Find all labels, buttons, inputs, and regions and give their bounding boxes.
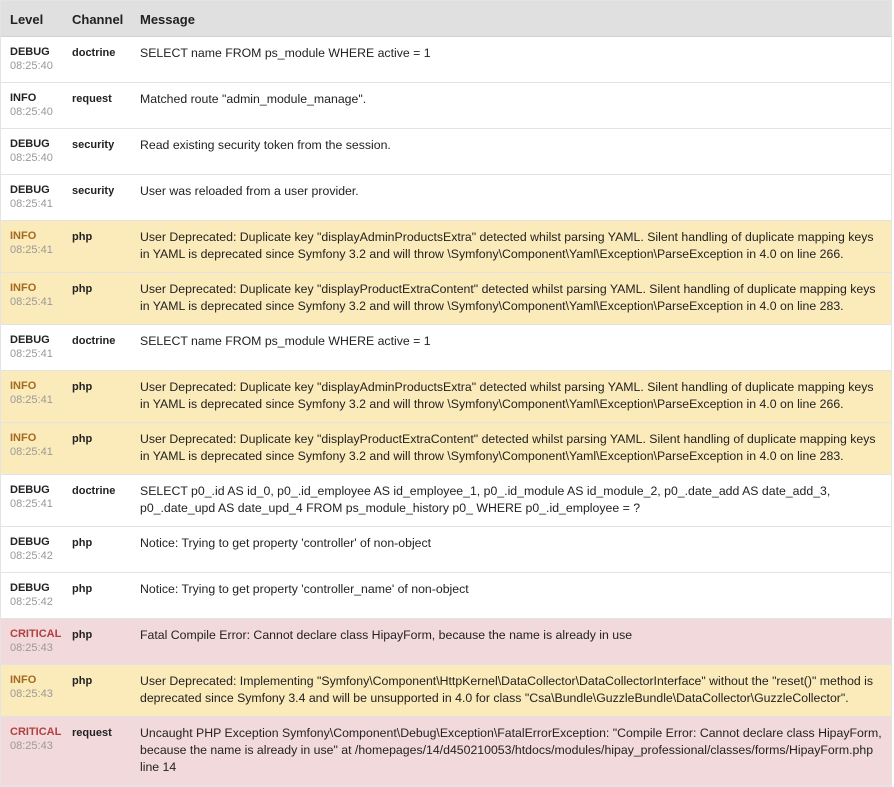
log-time: 08:25:41 (10, 348, 53, 360)
log-time: 08:25:43 (10, 740, 53, 752)
log-time: 08:25:41 (10, 244, 53, 256)
log-level-cell (1, 221, 63, 273)
log-level: DEBUG (10, 334, 50, 346)
log-message: User Deprecated: Duplicate key "displayAdminProductsExtra" detected whilst parsing YAML. Silent handling of duplicate mapping keys in YAML is deprecated since Symfony 3.2 and will throw \Symfony\Component\Yaml\Exception\ParseException in 4.0 on line 266. (131, 221, 891, 273)
log-level-cell (1, 619, 63, 665)
log-time: 08:25:41 (10, 498, 53, 510)
log-level-cell (1, 475, 63, 527)
log-level-cell (1, 83, 63, 129)
log-level-cell (1, 665, 63, 717)
log-channel: php (63, 423, 131, 475)
log-time: 08:25:41 (10, 198, 53, 210)
log-level-cell (1, 371, 63, 423)
log-message: User Deprecated: Implementing "Symfony\Component\HttpKernel\DataCollector\DataCollectorInterface" without the "reset()" method is deprecated since Symfony 3.4 and will be unsupported in 4.0 for class "Csa\Bundle\GuzzleBundle\DataCollector\GuzzleCollector". (131, 665, 891, 717)
log-row (1, 475, 891, 527)
log-channel: php (63, 619, 131, 665)
log-table-header (1, 1, 891, 37)
log-message: Notice: Trying to get property 'controller_name' of non-object (131, 573, 891, 619)
log-level: DEBUG (10, 46, 50, 58)
log-table-body (1, 37, 891, 786)
log-level-cell (1, 527, 63, 573)
log-row (1, 83, 891, 129)
log-row (1, 221, 891, 273)
log-channel: doctrine (63, 475, 131, 527)
log-row (1, 273, 891, 325)
column-header-channel: Channel (63, 1, 131, 37)
log-message: Matched route "admin_module_manage". (131, 83, 891, 129)
log-row (1, 573, 891, 619)
log-time: 08:25:40 (10, 106, 53, 118)
log-row (1, 527, 891, 573)
log-level: INFO (10, 380, 37, 392)
log-channel: php (63, 527, 131, 573)
log-channel: php (63, 371, 131, 423)
log-message: User Deprecated: Duplicate key "displayProductExtraContent" detected whilst parsing YAML. Silent handling of duplicate mapping keys in YAML is deprecated since Symfony 3.2 and will throw \Symfony\Component\Yaml\Exception\ParseException in 4.0 on line 283. (131, 273, 891, 325)
log-channel: php (63, 665, 131, 717)
log-level: DEBUG (10, 138, 50, 150)
log-message: SELECT name FROM ps_module WHERE active = 1 (131, 325, 891, 371)
column-header-message: Message (131, 1, 891, 37)
log-row (1, 371, 891, 423)
log-message: Fatal Compile Error: Cannot declare class HipayForm, because the name is already in use (131, 619, 891, 665)
log-channel: security (63, 129, 131, 175)
log-row (1, 717, 891, 786)
log-time: 08:25:41 (10, 296, 53, 308)
log-level-cell (1, 717, 63, 786)
log-row (1, 665, 891, 717)
log-level-cell (1, 573, 63, 619)
log-level: DEBUG (10, 582, 50, 594)
log-message: User Deprecated: Duplicate key "displayAdminProductsExtra" detected whilst parsing YAML. Silent handling of duplicate mapping keys in YAML is deprecated since Symfony 3.2 and will throw \Symfony\Component\Yaml\Exception\ParseException in 4.0 on line 266. (131, 371, 891, 423)
log-row (1, 37, 891, 83)
log-channel: request (63, 717, 131, 786)
log-message: Notice: Trying to get property 'controller' of non-object (131, 527, 891, 573)
log-message: SELECT name FROM ps_module WHERE active = 1 (131, 37, 891, 83)
log-level-cell (1, 129, 63, 175)
log-time: 08:25:43 (10, 688, 53, 700)
log-channel: security (63, 175, 131, 221)
log-level-cell (1, 37, 63, 83)
log-channel: php (63, 221, 131, 273)
log-level-cell (1, 175, 63, 221)
log-channel: php (63, 273, 131, 325)
log-level: INFO (10, 282, 37, 294)
log-message: User was reloaded from a user provider. (131, 175, 891, 221)
log-message: User Deprecated: Duplicate key "displayProductExtraContent" detected whilst parsing YAML. Silent handling of duplicate mapping keys in YAML is deprecated since Symfony 3.2 and will throw \Symfony\Component\Yaml\Exception\ParseException in 4.0 on line 283. (131, 423, 891, 475)
log-channel: request (63, 83, 131, 129)
log-level: DEBUG (10, 184, 50, 196)
log-time: 08:25:41 (10, 394, 53, 406)
log-level: CRITICAL (10, 628, 62, 640)
log-table (1, 1, 891, 786)
log-message: SELECT p0_.id AS id_0, p0_.id_employee AS id_employee_1, p0_.id_module AS id_module_2, p0_.date_add AS date_add_3, p0_.date_upd AS date_upd_4 FROM ps_module_history p0_ WHERE p0_.id_employee = ? (131, 475, 891, 527)
log-level-cell (1, 325, 63, 371)
log-row (1, 423, 891, 475)
log-time: 08:25:42 (10, 550, 53, 562)
log-time: 08:25:43 (10, 642, 53, 654)
log-channel: php (63, 573, 131, 619)
log-time: 08:25:40 (10, 60, 53, 72)
log-row (1, 129, 891, 175)
log-level: INFO (10, 432, 37, 444)
log-time: 08:25:41 (10, 446, 53, 458)
log-level: INFO (10, 674, 37, 686)
log-message: Read existing security token from the session. (131, 129, 891, 175)
column-header-level: Level (1, 1, 63, 37)
log-level: INFO (10, 92, 37, 104)
log-channel: doctrine (63, 325, 131, 371)
log-channel: doctrine (63, 37, 131, 83)
log-level: INFO (10, 230, 37, 242)
log-level: DEBUG (10, 484, 50, 496)
log-level: CRITICAL (10, 726, 62, 738)
log-level-cell (1, 273, 63, 325)
log-level: DEBUG (10, 536, 50, 548)
log-message: Uncaught PHP Exception Symfony\Component\Debug\Exception\FatalErrorException: "Compile Error: Cannot declare class HipayForm, because the name is already in use" at /homepages/14/d450210053/htdocs/modules/hipay_professional/classes/forms/HipayForm.php line 14 (131, 717, 891, 786)
log-time: 08:25:42 (10, 596, 53, 608)
log-row (1, 619, 891, 665)
log-row (1, 175, 891, 221)
log-time: 08:25:40 (10, 152, 53, 164)
log-row (1, 325, 891, 371)
log-level-cell (1, 423, 63, 475)
